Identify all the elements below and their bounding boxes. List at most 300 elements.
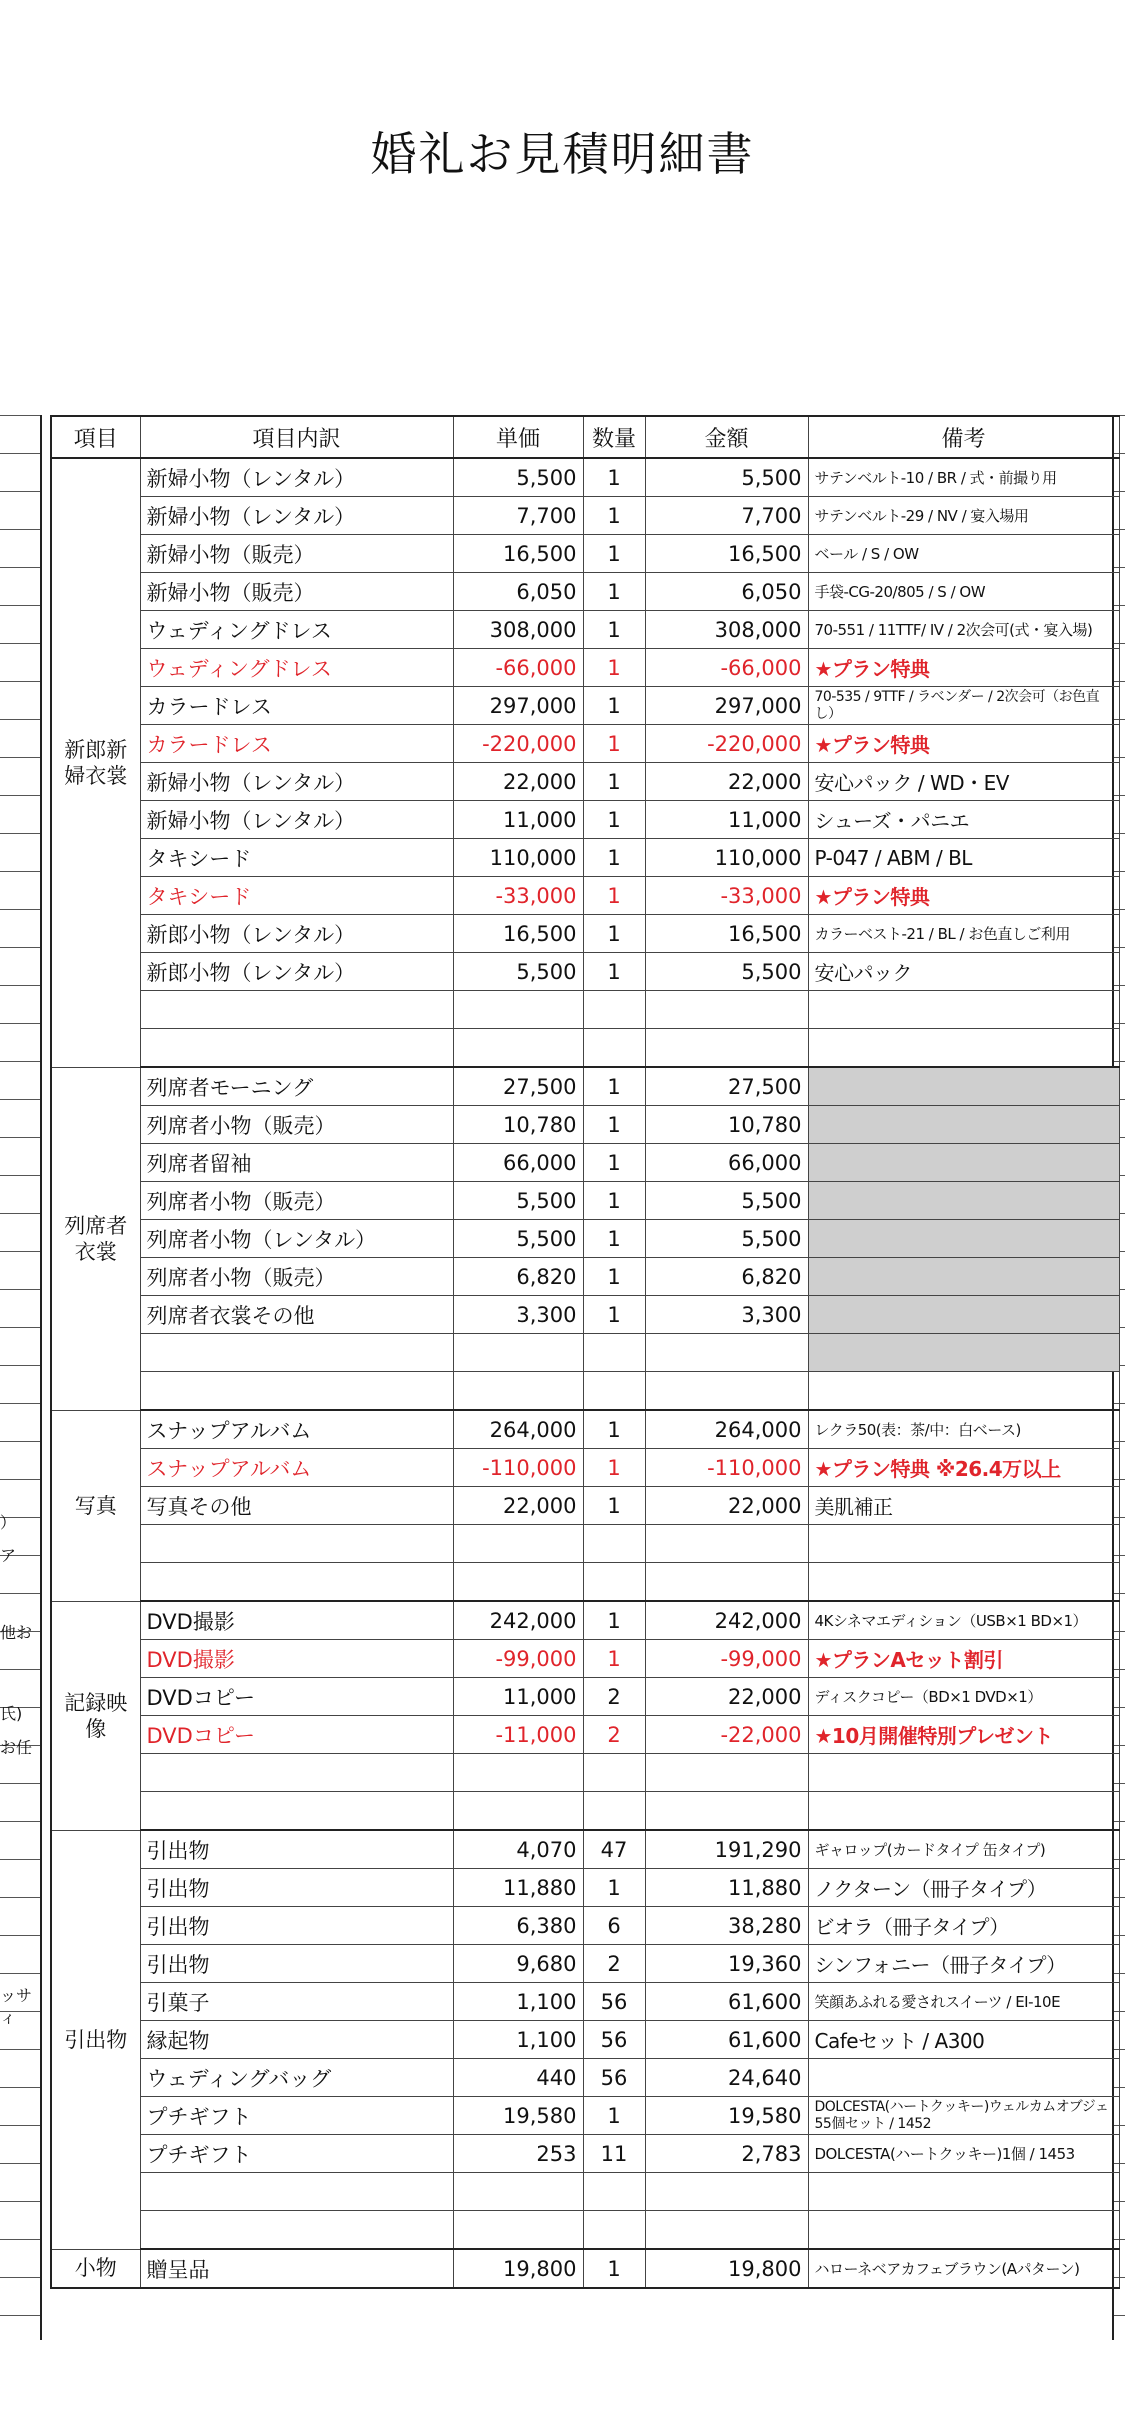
unit-price-cell: 11,880 xyxy=(453,1869,583,1907)
empty-cell xyxy=(583,2173,645,2211)
empty-cell xyxy=(645,1563,808,1602)
note-cell: Cafeセット / A300 xyxy=(808,2021,1119,2059)
edge-fragment: お任 xyxy=(0,1738,33,1757)
quantity-cell: 1 xyxy=(583,953,645,991)
section-category: 列席者衣裳 xyxy=(51,1067,140,1410)
edge-rule xyxy=(0,2087,40,2088)
edge-rule xyxy=(1114,2315,1125,2316)
table-row xyxy=(51,2021,1119,2059)
quantity-cell: 56 xyxy=(583,1983,645,2021)
note-cell: シンフォニー（冊子タイプ） xyxy=(808,1945,1119,1983)
amount-cell: 3,300 xyxy=(645,1296,808,1334)
unit-price-cell: 5,500 xyxy=(453,953,583,991)
edge-rule xyxy=(0,1441,40,1442)
line-item-cell: 引出物 xyxy=(140,1830,453,1869)
edge-fragment: ア xyxy=(0,1546,17,1565)
table-row xyxy=(51,915,1119,953)
edge-rule xyxy=(0,1783,40,1784)
blank-row xyxy=(51,1372,1119,1411)
blank-row xyxy=(51,1792,1119,1831)
amount-cell: -220,000 xyxy=(645,725,808,763)
unit-price-cell: -220,000 xyxy=(453,725,583,763)
line-item-cell: ウェディングドレス xyxy=(140,649,453,687)
table-row xyxy=(51,535,1119,573)
table-row xyxy=(51,1830,1119,1869)
amount-cell: 19,360 xyxy=(645,1945,808,1983)
note-cell xyxy=(808,1106,1119,1144)
amount-cell: 22,000 xyxy=(645,1487,808,1525)
empty-cell xyxy=(583,1334,645,1372)
note-cell xyxy=(808,1258,1119,1296)
amount-cell: 22,000 xyxy=(645,763,808,801)
quantity-cell: 1 xyxy=(583,1258,645,1296)
edge-rule xyxy=(0,2239,40,2240)
line-item-cell: ウェディングバッグ xyxy=(140,2059,453,2097)
note-cell: ★10月開催特別プレゼント xyxy=(808,1716,1119,1754)
edge-rule xyxy=(0,415,40,416)
edge-rule xyxy=(0,985,40,986)
section-category: 新郎新婦衣裳 xyxy=(51,458,140,1067)
empty-cell xyxy=(583,1372,645,1411)
amount-cell: 297,000 xyxy=(645,687,808,725)
empty-cell xyxy=(645,1372,808,1411)
unit-price-cell: 1,100 xyxy=(453,1983,583,2021)
section-category: 記録映像 xyxy=(51,1601,140,1830)
edge-rule xyxy=(0,605,40,606)
edge-fragment: ィ xyxy=(0,2008,17,2027)
note-cell: 笑顔あふれる愛されスイーツ / EI-10E xyxy=(808,1983,1119,2021)
edge-rule xyxy=(0,2163,40,2164)
amount-cell: 61,600 xyxy=(645,2021,808,2059)
unit-price-cell: 5,500 xyxy=(453,458,583,497)
quantity-cell: 1 xyxy=(583,915,645,953)
amount-cell: -110,000 xyxy=(645,1449,808,1487)
empty-cell xyxy=(645,991,808,1029)
quantity-cell: 1 xyxy=(583,801,645,839)
amount-cell: 5,500 xyxy=(645,1182,808,1220)
table-row xyxy=(51,1716,1119,1754)
quantity-cell: 1 xyxy=(583,877,645,915)
edge-rule xyxy=(0,1175,40,1176)
edge-rule xyxy=(0,1859,40,1860)
quantity-cell: 1 xyxy=(583,1106,645,1144)
note-cell: ノクターン（冊子タイプ） xyxy=(808,1869,1119,1907)
empty-cell xyxy=(583,991,645,1029)
table-row xyxy=(51,1601,1119,1640)
note-cell: サテンベルト-29 / NV / 宴入場用 xyxy=(808,497,1119,535)
blank-row xyxy=(51,2173,1119,2211)
note-cell: ディスクコピー（BD×1 DVD×1） xyxy=(808,1678,1119,1716)
amount-cell: 308,000 xyxy=(645,611,808,649)
empty-cell xyxy=(808,2173,1119,2211)
table-row xyxy=(51,497,1119,535)
empty-cell xyxy=(140,1525,453,1563)
line-item-cell: 新婦小物（販売） xyxy=(140,535,453,573)
edge-rule xyxy=(0,2315,40,2316)
note-cell: ★プランAセット割引 xyxy=(808,1640,1119,1678)
empty-cell xyxy=(808,1563,1119,1602)
quantity-cell: 1 xyxy=(583,1296,645,1334)
blank-row xyxy=(51,1754,1119,1792)
line-item-cell: 写真その他 xyxy=(140,1487,453,1525)
edge-fragment: ） xyxy=(0,1513,17,1532)
document-title: 婚礼お見積明細書 xyxy=(370,127,755,181)
edge-rule xyxy=(0,1669,40,1670)
header-item: 項目内訳 xyxy=(140,416,453,458)
quantity-cell: 56 xyxy=(583,2021,645,2059)
unit-price-cell: 242,000 xyxy=(453,1601,583,1640)
empty-cell xyxy=(808,1792,1119,1831)
unit-price-cell: 22,000 xyxy=(453,1487,583,1525)
note-cell: ハローネベアカフェブラウン(Aパターン) xyxy=(808,2249,1119,2288)
note-cell: ★プラン特典 xyxy=(808,649,1119,687)
line-item-cell: 新郎小物（レンタル） xyxy=(140,915,453,953)
empty-cell xyxy=(645,1029,808,1068)
empty-cell xyxy=(808,1372,1119,1411)
edge-rule xyxy=(0,2277,40,2278)
line-item-cell: カラードレス xyxy=(140,725,453,763)
note-cell: 手袋-CG-20/805 / S / OW xyxy=(808,573,1119,611)
unit-price-cell: 10,780 xyxy=(453,1106,583,1144)
amount-cell: 19,800 xyxy=(645,2249,808,2288)
quantity-cell: 2 xyxy=(583,1678,645,1716)
line-item-cell: タキシード xyxy=(140,877,453,915)
note-cell: ★プラン特典 xyxy=(808,877,1119,915)
unit-price-cell: 440 xyxy=(453,2059,583,2097)
unit-price-cell: 6,050 xyxy=(453,573,583,611)
table-row xyxy=(51,649,1119,687)
unit-price-cell: 19,800 xyxy=(453,2249,583,2288)
table-row xyxy=(51,1296,1119,1334)
unit-price-cell: 16,500 xyxy=(453,535,583,573)
edge-rule xyxy=(0,1821,40,1822)
line-item-cell: 新婦小物（レンタル） xyxy=(140,458,453,497)
empty-cell xyxy=(583,1754,645,1792)
table-row xyxy=(51,801,1119,839)
amount-cell: -66,000 xyxy=(645,649,808,687)
line-item-cell: 列席者留袖 xyxy=(140,1144,453,1182)
edge-rule xyxy=(0,1137,40,1138)
quantity-cell: 1 xyxy=(583,535,645,573)
line-item-cell: 引菓子 xyxy=(140,1983,453,2021)
table-row xyxy=(51,573,1119,611)
amount-cell: 19,580 xyxy=(645,2097,808,2135)
left-edge-cutoff xyxy=(0,415,42,2340)
quantity-cell: 2 xyxy=(583,1716,645,1754)
edge-rule xyxy=(0,2125,40,2126)
table-row xyxy=(51,763,1119,801)
table-row xyxy=(51,1410,1119,1449)
amount-cell: 38,280 xyxy=(645,1907,808,1945)
table-row xyxy=(51,1220,1119,1258)
table-row xyxy=(51,1182,1119,1220)
empty-cell xyxy=(140,2211,453,2250)
empty-cell xyxy=(583,1525,645,1563)
line-item-cell: DVD撮影 xyxy=(140,1601,453,1640)
table-row xyxy=(51,839,1119,877)
amount-cell: 5,500 xyxy=(645,458,808,497)
line-item-cell: 新婦小物（レンタル） xyxy=(140,763,453,801)
unit-price-cell: -66,000 xyxy=(453,649,583,687)
empty-cell xyxy=(808,2211,1119,2250)
empty-cell xyxy=(140,1029,453,1068)
table-row xyxy=(51,687,1119,725)
blank-row xyxy=(51,1029,1119,1068)
estimate-table xyxy=(50,415,1120,2289)
edge-rule xyxy=(0,643,40,644)
table-row xyxy=(51,1144,1119,1182)
quantity-cell: 1 xyxy=(583,1449,645,1487)
line-item-cell: プチギフト xyxy=(140,2097,453,2135)
note-cell: カラーベスト-21 / BL / お色直しご利用 xyxy=(808,915,1119,953)
quantity-cell: 1 xyxy=(583,1220,645,1258)
edge-rule xyxy=(0,719,40,720)
edge-rule xyxy=(0,1365,40,1366)
amount-cell: 6,050 xyxy=(645,573,808,611)
empty-cell xyxy=(140,1372,453,1411)
blank-row xyxy=(51,1525,1119,1563)
edge-rule xyxy=(0,1935,40,1936)
quantity-cell: 1 xyxy=(583,1869,645,1907)
table-row xyxy=(51,877,1119,915)
empty-cell xyxy=(583,1563,645,1602)
unit-price-cell: 22,000 xyxy=(453,763,583,801)
section-category: 写真 xyxy=(51,1410,140,1601)
unit-price-cell: 66,000 xyxy=(453,1144,583,1182)
line-item-cell: DVDコピー xyxy=(140,1678,453,1716)
unit-price-cell: 3,300 xyxy=(453,1296,583,1334)
table-row xyxy=(51,1640,1119,1678)
table-row xyxy=(51,1945,1119,1983)
amount-cell: 27,500 xyxy=(645,1067,808,1106)
unit-price-cell: -11,000 xyxy=(453,1716,583,1754)
table-row xyxy=(51,1067,1119,1106)
empty-cell xyxy=(645,2173,808,2211)
amount-cell: 5,500 xyxy=(645,1220,808,1258)
note-cell xyxy=(808,1144,1119,1182)
edge-rule xyxy=(0,947,40,948)
edge-rule xyxy=(0,795,40,796)
table-row xyxy=(51,2249,1119,2288)
edge-fragment: 他お xyxy=(0,1623,33,1642)
amount-cell: 61,600 xyxy=(645,1983,808,2021)
unit-price-cell: 11,000 xyxy=(453,801,583,839)
line-item-cell: 列席者小物（販売） xyxy=(140,1258,453,1296)
note-cell: ビオラ（冊子タイプ） xyxy=(808,1907,1119,1945)
note-cell: 4Kシネマエディション（USB×1 BD×1） xyxy=(808,1601,1119,1640)
empty-cell xyxy=(453,1334,583,1372)
amount-cell: 110,000 xyxy=(645,839,808,877)
note-cell: DOLCESTA(ハートクッキー)ウェルカムオブジェ55個セット / 1452 xyxy=(808,2097,1119,2135)
table-row xyxy=(51,953,1119,991)
unit-price-cell: -33,000 xyxy=(453,877,583,915)
line-item-cell: DVDコピー xyxy=(140,1716,453,1754)
edge-rule xyxy=(0,1251,40,1252)
empty-cell xyxy=(140,991,453,1029)
note-cell: ギャロップ(カードタイプ 缶タイプ) xyxy=(808,1830,1119,1869)
header-amount: 金額 xyxy=(645,416,808,458)
note-cell xyxy=(808,1067,1119,1106)
amount-cell: -99,000 xyxy=(645,1640,808,1678)
table-row xyxy=(51,1907,1119,1945)
amount-cell: 7,700 xyxy=(645,497,808,535)
empty-cell xyxy=(453,2173,583,2211)
amount-cell: 16,500 xyxy=(645,915,808,953)
empty-cell xyxy=(453,1029,583,1068)
quantity-cell: 1 xyxy=(583,497,645,535)
quantity-cell: 1 xyxy=(583,1144,645,1182)
note-cell: ★プラン特典 ※26.4万以上 xyxy=(808,1449,1119,1487)
unit-price-cell: 253 xyxy=(453,2135,583,2173)
unit-price-cell: 16,500 xyxy=(453,915,583,953)
line-item-cell: 引出物 xyxy=(140,1945,453,1983)
empty-cell xyxy=(453,2211,583,2250)
table-row xyxy=(51,458,1119,497)
empty-cell xyxy=(140,1563,453,1602)
amount-cell: 66,000 xyxy=(645,1144,808,1182)
edge-rule xyxy=(0,529,40,530)
table-header-row xyxy=(51,416,1119,458)
edge-rule xyxy=(0,833,40,834)
quantity-cell: 1 xyxy=(583,1640,645,1678)
quantity-cell: 1 xyxy=(583,1182,645,1220)
unit-price-cell: -99,000 xyxy=(453,1640,583,1678)
unit-price-cell: 264,000 xyxy=(453,1410,583,1449)
quantity-cell: 1 xyxy=(583,611,645,649)
edge-rule xyxy=(0,567,40,568)
empty-cell xyxy=(140,2173,453,2211)
edge-rule xyxy=(0,681,40,682)
edge-rule xyxy=(0,2201,40,2202)
empty-cell xyxy=(583,1029,645,1068)
edge-rule xyxy=(0,1897,40,1898)
unit-price-cell: 6,380 xyxy=(453,1907,583,1945)
amount-cell: 10,780 xyxy=(645,1106,808,1144)
unit-price-cell: 27,500 xyxy=(453,1067,583,1106)
edge-rule xyxy=(0,491,40,492)
quantity-cell: 1 xyxy=(583,725,645,763)
edge-rule xyxy=(0,1973,40,1974)
quantity-cell: 1 xyxy=(583,1067,645,1106)
edge-fragment: ッサ xyxy=(0,1986,33,2005)
empty-cell xyxy=(808,1334,1119,1372)
table-row xyxy=(51,2097,1119,2135)
note-cell xyxy=(808,2059,1119,2097)
table-row xyxy=(51,1678,1119,1716)
empty-cell xyxy=(645,2211,808,2250)
empty-cell xyxy=(808,1029,1119,1068)
quantity-cell: 1 xyxy=(583,1487,645,1525)
table-row xyxy=(51,1487,1119,1525)
quantity-cell: 56 xyxy=(583,2059,645,2097)
empty-cell xyxy=(453,1754,583,1792)
table-row xyxy=(51,1258,1119,1296)
section-category: 引出物 xyxy=(51,1830,140,2249)
line-item-cell: 新婦小物（レンタル） xyxy=(140,801,453,839)
note-cell: シューズ・パニエ xyxy=(808,801,1119,839)
quantity-cell: 11 xyxy=(583,2135,645,2173)
blank-row xyxy=(51,2211,1119,2250)
table-row xyxy=(51,1983,1119,2021)
edge-rule xyxy=(0,1099,40,1100)
line-item-cell: 列席者小物（販売） xyxy=(140,1106,453,1144)
header-qty: 数量 xyxy=(583,416,645,458)
quantity-cell: 1 xyxy=(583,1410,645,1449)
quantity-cell: 1 xyxy=(583,649,645,687)
amount-cell: 6,820 xyxy=(645,1258,808,1296)
table-row xyxy=(51,611,1119,649)
edge-rule xyxy=(0,1593,40,1594)
edge-rule xyxy=(0,1403,40,1404)
unit-price-cell: 4,070 xyxy=(453,1830,583,1869)
edge-rule xyxy=(0,1327,40,1328)
quantity-cell: 1 xyxy=(583,2249,645,2288)
unit-price-cell: 9,680 xyxy=(453,1945,583,1983)
edge-rule xyxy=(0,1023,40,1024)
edge-fragment: 氏) xyxy=(0,1704,23,1723)
empty-cell xyxy=(645,1792,808,1831)
note-cell: P-047 / ABM / BL xyxy=(808,839,1119,877)
amount-cell: -33,000 xyxy=(645,877,808,915)
empty-cell xyxy=(140,1334,453,1372)
table-row xyxy=(51,1869,1119,1907)
quantity-cell: 1 xyxy=(583,1601,645,1640)
line-item-cell: 新婦小物（レンタル） xyxy=(140,497,453,535)
line-item-cell: スナップアルバム xyxy=(140,1449,453,1487)
amount-cell: 191,290 xyxy=(645,1830,808,1869)
blank-row xyxy=(51,991,1119,1029)
note-cell: 70-551 / 11TTF/ IV / 2次会可(式・宴入場) xyxy=(808,611,1119,649)
line-item-cell: 列席者モーニング xyxy=(140,1067,453,1106)
amount-cell: 11,000 xyxy=(645,801,808,839)
table-row xyxy=(51,2135,1119,2173)
empty-cell xyxy=(453,1372,583,1411)
line-item-cell: スナップアルバム xyxy=(140,1410,453,1449)
amount-cell: 24,640 xyxy=(645,2059,808,2097)
line-item-cell: プチギフト xyxy=(140,2135,453,2173)
edge-rule xyxy=(0,1289,40,1290)
quantity-cell: 1 xyxy=(583,2097,645,2135)
empty-cell xyxy=(808,1525,1119,1563)
edge-rule xyxy=(0,871,40,872)
empty-cell xyxy=(140,1792,453,1831)
table-row xyxy=(51,1449,1119,1487)
empty-cell xyxy=(453,1792,583,1831)
quantity-cell: 1 xyxy=(583,839,645,877)
empty-cell xyxy=(583,2211,645,2250)
quantity-cell: 47 xyxy=(583,1830,645,1869)
note-cell: レクラ50(表：茶/中：白ベース) xyxy=(808,1410,1119,1449)
amount-cell: 22,000 xyxy=(645,1678,808,1716)
note-cell: 美肌補正 xyxy=(808,1487,1119,1525)
empty-cell xyxy=(645,1334,808,1372)
amount-cell: 16,500 xyxy=(645,535,808,573)
line-item-cell: タキシード xyxy=(140,839,453,877)
line-item-cell: 列席者小物（販売） xyxy=(140,1182,453,1220)
unit-price-cell: 6,820 xyxy=(453,1258,583,1296)
table-row xyxy=(51,725,1119,763)
line-item-cell: カラードレス xyxy=(140,687,453,725)
empty-cell xyxy=(453,991,583,1029)
unit-price-cell: 19,580 xyxy=(453,2097,583,2135)
line-item-cell: 列席者衣裳その他 xyxy=(140,1296,453,1334)
blank-row xyxy=(51,1334,1119,1372)
note-cell: サテンベルト-10 / BR / 式・前撮り用 xyxy=(808,458,1119,497)
empty-cell xyxy=(453,1525,583,1563)
note-cell: ベール / S / OW xyxy=(808,535,1119,573)
line-item-cell: 引出物 xyxy=(140,1907,453,1945)
empty-cell xyxy=(645,1754,808,1792)
